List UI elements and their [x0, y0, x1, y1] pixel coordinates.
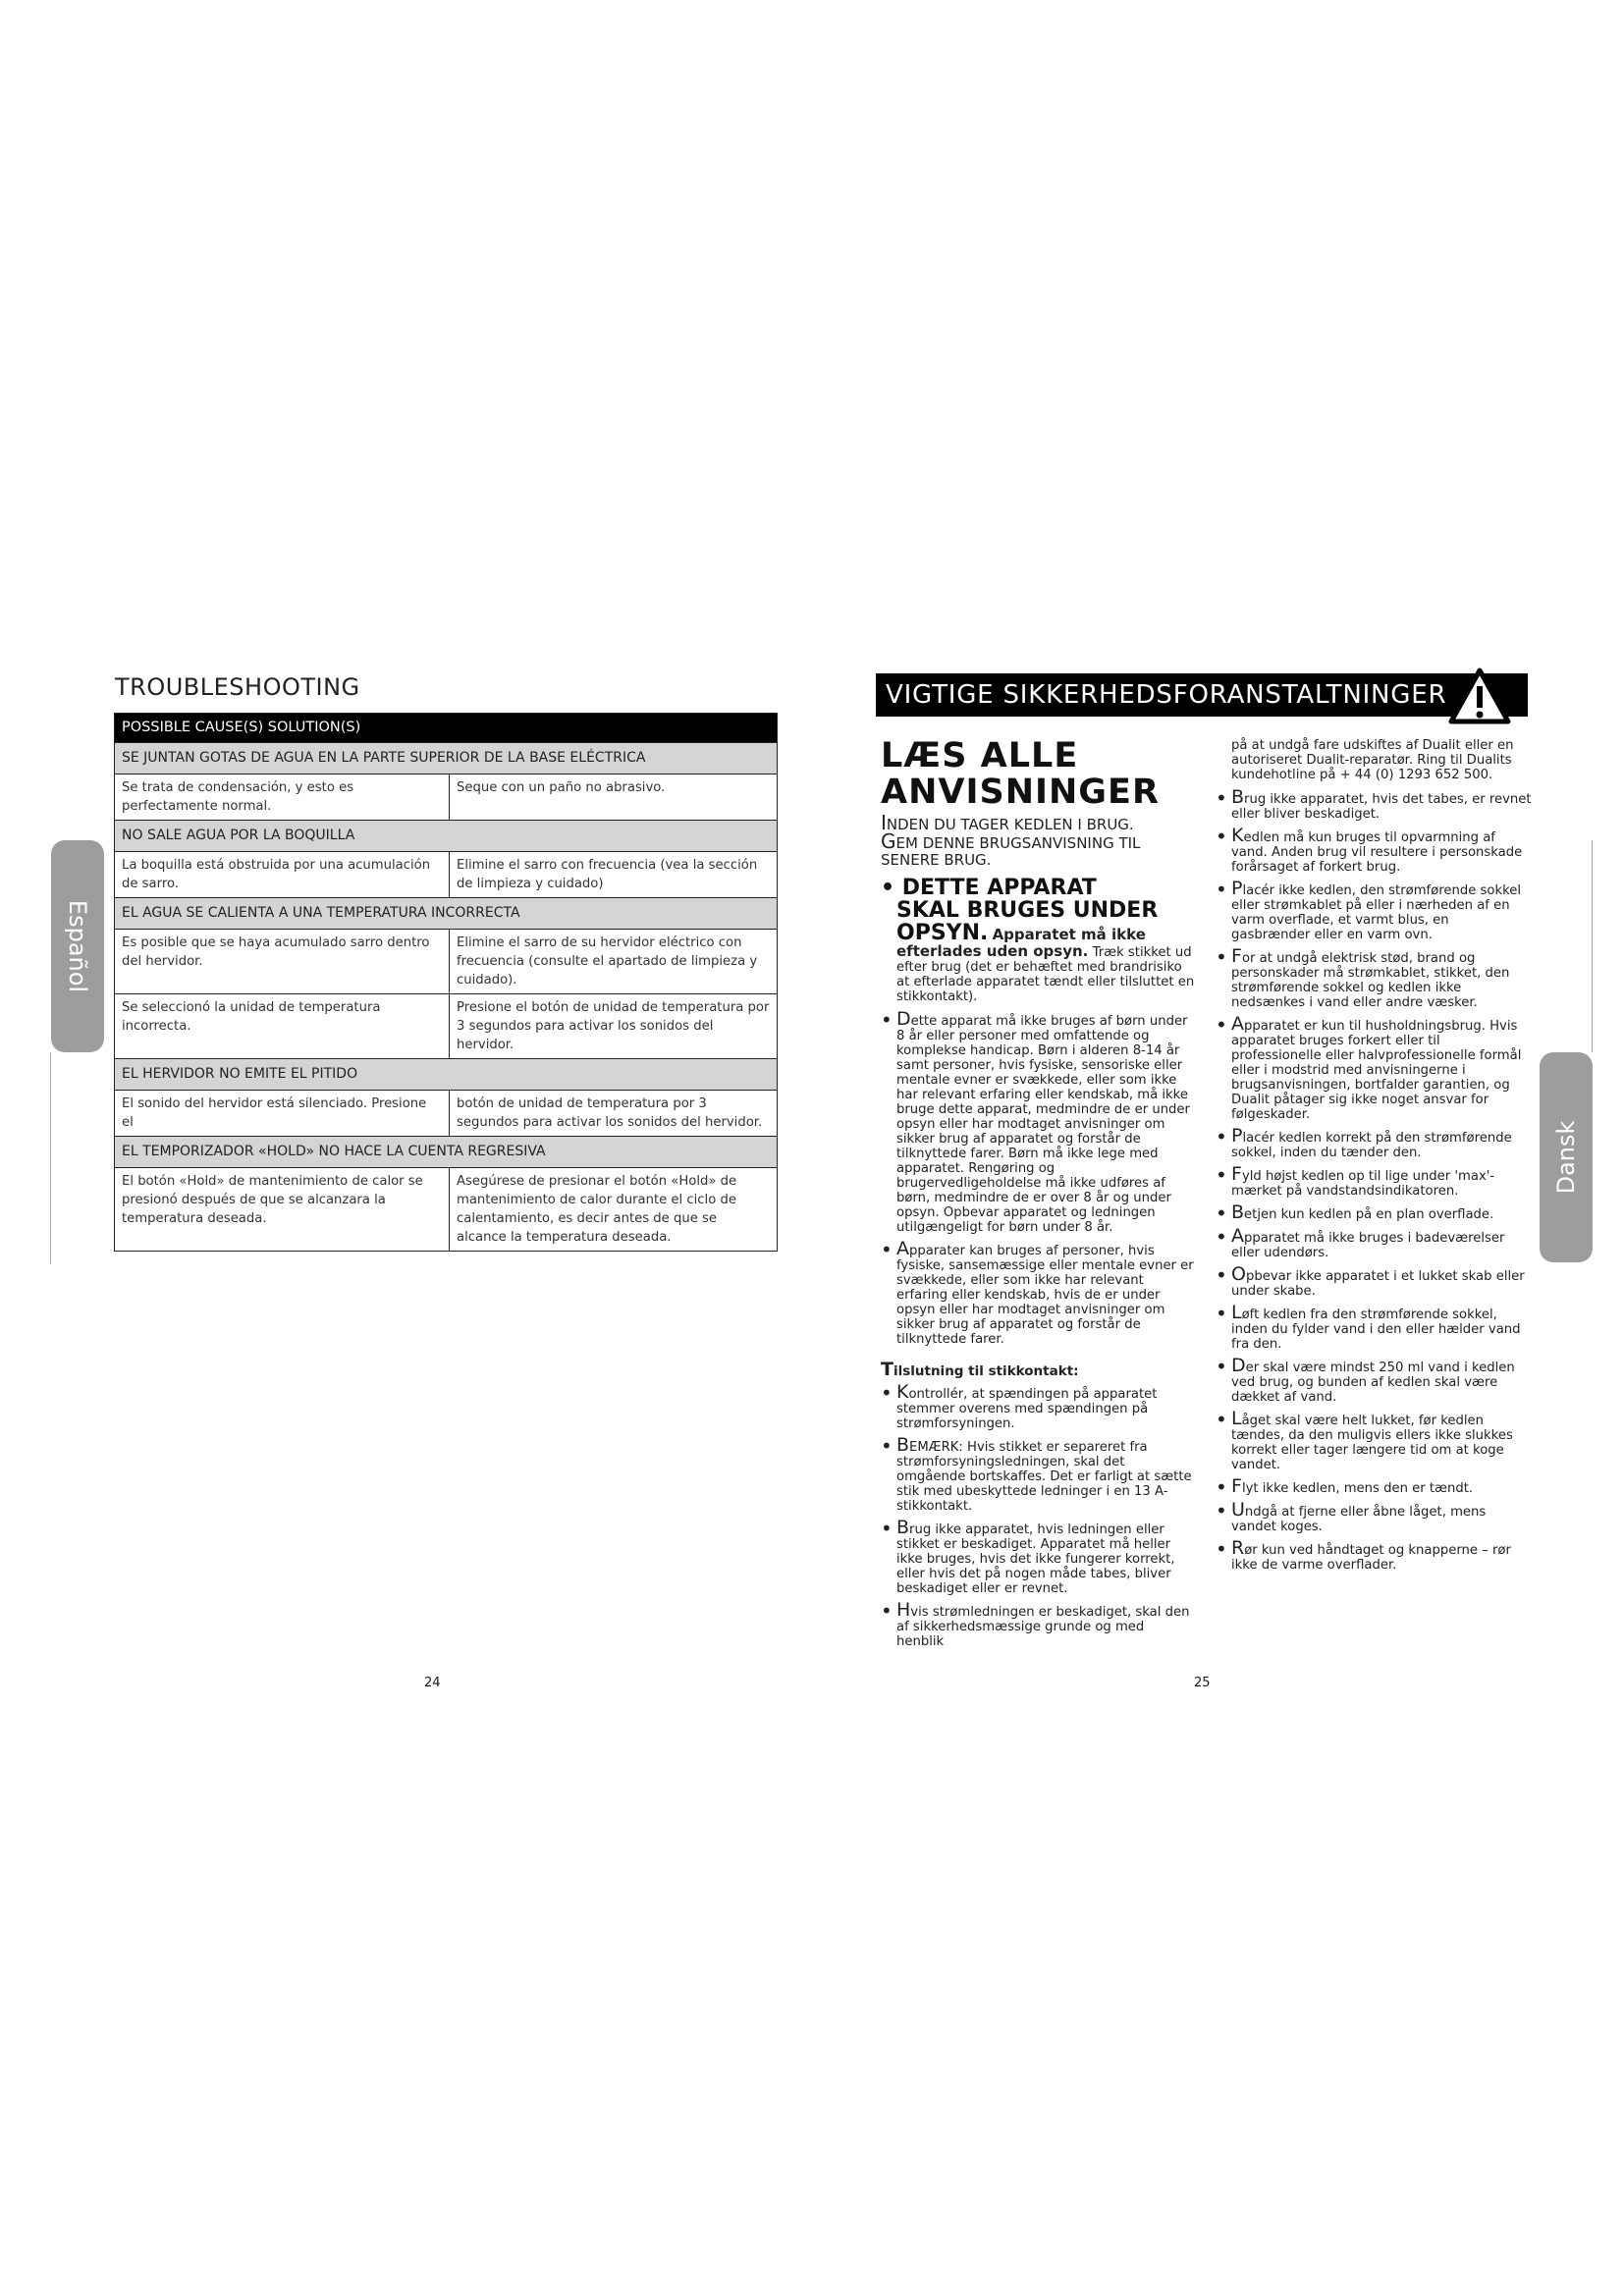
bullet-icon: •: [1216, 1499, 1227, 1522]
connection-heading: Tilslutning til stikkontakt:: [881, 1359, 1079, 1380]
list-item-continuation: på at undgå fare udskiftes af Dualit eller en autoriseret Dualit-reparatør. Ring til Dualits kundehotline på + 44 (0) 1293 652 500.: [1231, 738, 1514, 782]
side-tab-dansk-label: Dansk: [1552, 1120, 1580, 1195]
bullet-icon: •: [1216, 1163, 1227, 1187]
warning-line3: OPSYN.: [896, 921, 989, 945]
list-item: • Låget skal være helt lukket, før kedlen tændes, da den muligvis ellers ikke slukkes korrekt eller tager længere tid om at koge vandet.: [1216, 1408, 1513, 1472]
section-title: EL HERVIDOR NO EMITE EL PITIDO: [115, 1059, 778, 1091]
solution-cell: botón de unidad de temperatura por 3 segundos para activar los sonidos del hervidor.: [450, 1091, 778, 1137]
section-row: [115, 821, 778, 852]
bullet-icon: •: [1216, 878, 1227, 901]
solution-cell: Presione el botón de unidad de temperatura por 3 segundos para activar los sonidos del hervidor.: [450, 994, 778, 1059]
side-tab-dansk: [1540, 1052, 1593, 1262]
list-item: • Apparatet er kun til husholdningsbrug. Hvis apparatet bruges forkert eller til professionelle eller halvprofessionelle formål eller i modstrid med anvisningerne i brugsanvisningen, bortfalder garantien, og Dualit påtager sig ikke noget ansvar for følgeskader.: [1216, 1013, 1522, 1122]
bullet-icon: •: [1216, 1302, 1227, 1325]
safety-column-right: [1216, 738, 1532, 1579]
section-row: [115, 743, 778, 774]
bullet-icon: •: [1216, 1408, 1227, 1431]
list-item: • For at undgå elektrisk stød, brand og personskader må strømkablet, stikket, den strømførende sokkel og kedlen ikke nedsænkes i vand eller andre væsker.: [1216, 945, 1510, 1010]
main-heading-line1: LÆS ALLE: [881, 736, 1079, 775]
cause-cell: Se seleccionó la unidad de temperatura incorrecta.: [115, 994, 450, 1059]
warning-unplug-text: Træk stikket ud efter brug (det er behæftet med brandrisiko at efterlade apparatet tændt eller tilsluttet en stikkontakt).: [896, 945, 1195, 1004]
cause-cell: La boquilla está obstruida por una acumulación de sarro.: [115, 852, 450, 898]
list-item: • Rør kun ved håndtaget og knapperne – rør ikke de varme overflader.: [1216, 1537, 1511, 1573]
section-row: [115, 1059, 778, 1091]
safety-list-usage: [1216, 738, 1532, 1573]
solution-cell: Seque con un paño no abrasivo.: [450, 774, 778, 821]
bullet-icon: •: [881, 1434, 893, 1458]
section-row: [115, 1137, 778, 1168]
list-item: • Løft kedlen fra den strømførende sokkel, inden du fylder vand i den eller hælder vand fra den.: [1216, 1302, 1521, 1352]
warning-line2: SKAL BRUGES UNDER: [896, 898, 1159, 923]
list-item: • Dette apparat må ikke bruges af børn under 8 år eller personer med omfattende og komplekse handicap. Børn i alderen 8-14 år samt personer, hvis fysiske, sensoriske eller mentale evner er svækkede, eller som ikke har relevant erfaring eller kendskab, må ikke bruge dette apparat, medmindre de er under opsyn eller har modtaget anvisninger om sikker brug af apparatet og forstår de tilknyttede farer. Børn må ikke lege med apparatet. Rengøring og brugervedligeholdelse må ikke udføres af børn, medmindre de er over 8 år og under opsyn. Opbevar apparatet og ledningen utilgængeligt for børn under 8 år.: [881, 1008, 1190, 1235]
troubleshooting-table: [114, 713, 778, 1252]
main-heading: [881, 738, 1195, 811]
solution-cell: Elimine el sarro de su hervidor eléctrico con frecuencia (consulte el apartado de limpieza y cuidado).: [450, 930, 778, 994]
list-item: • Apparater kan bruges af personer, hvis fysiske, sansemæssige eller mentale evner er svækkede, eller som ikke har relevant erfaring eller kendskab, hvis de er under opsyn eller har modtaget anvisninger om sikker brug af apparatet og forstår de tilknyttede farer.: [881, 1238, 1194, 1347]
cause-cell: El sonido del hervidor está silenciado. Presione el: [115, 1091, 450, 1137]
table-row: [115, 774, 778, 821]
safety-header-title: VIGTIGE SIKKERHEDSFORANSTALTNINGER: [886, 680, 1447, 710]
table-header: POSSIBLE CAUSE(S) SOLUTION(S): [115, 714, 778, 743]
bullet-icon: •: [1216, 945, 1227, 969]
table-row: [115, 1168, 778, 1252]
list-item: • Betjen kun kedlen på en plan overflade.: [1216, 1201, 1494, 1225]
side-tab-espanol-label: Español: [64, 899, 91, 993]
table-row: [115, 852, 778, 898]
cause-cell: Es posible que se haya acumulado sarro dentro del hervidor.: [115, 930, 450, 994]
safety-list-connection: [881, 1381, 1195, 1649]
section-title: SE JUNTAN GOTAS DE AGUA EN LA PARTE SUPERIOR DE LA BASE ELÉCTRICA: [115, 743, 778, 774]
right-edge-line: [1592, 840, 1593, 1052]
bullet-icon: •: [881, 1008, 893, 1032]
bullet-icon: •: [1216, 1355, 1227, 1378]
solution-cell: Asegúrese de presionar el botón «Hold» de mantenimiento de calor durante el ciclo de calentamiento, es decir antes de que se alcance la temperatura deseada.: [450, 1168, 778, 1252]
list-item: • Kontrollér, at spændingen på apparatet stemmer overens med spændingen på strømforsyningen.: [881, 1381, 1158, 1431]
supervision-warning: • DETTE APPARAT SKAL BRUGES UNDER OPSYN. Apparatet må ikke efterlades uden opsyn. Træk stikket ud efter brug (det er behæftet med brandrisiko at efterlade apparatet tændt eller tilsluttet en stikkontakt).: [881, 876, 1195, 1004]
table-row: [115, 994, 778, 1059]
safety-header-bar: [876, 673, 1528, 717]
list-item: • Brug ikke apparatet, hvis det tabes, er revnet eller bliver beskadiget.: [1216, 786, 1532, 822]
safety-column-left: [881, 738, 1195, 1656]
table-row: [115, 930, 778, 994]
bullet-icon: •: [1216, 786, 1227, 810]
list-item: • Opbevar ikke apparatet i et lukket skab eller under skabe.: [1216, 1263, 1525, 1299]
safety-list-children: [881, 1008, 1195, 1347]
section-title: NO SALE AGUA POR LA BOQUILLA: [115, 821, 778, 852]
section-row: [115, 898, 778, 930]
solution-cell: Elimine el sarro con frecuencia (vea la sección de limpieza y cuidado): [450, 852, 778, 898]
bullet-icon: •: [1216, 825, 1227, 848]
subheading-keep-manual: GEM DENNE BRUGSANVISNING TIL SENERE BRUG.: [881, 829, 1141, 869]
page-number-left: 24: [424, 1676, 441, 1690]
list-item: • Fyld højst kedlen op til lige under 'max'-mærket på vandstandsindikatoren.: [1216, 1163, 1495, 1199]
main-heading-line2: ANVISNINGER: [881, 773, 1160, 812]
bullet-icon: •: [881, 1599, 893, 1623]
list-item: • Der skal være mindst 250 ml vand i kedlen ved brug, og bunden af kedlen skal være dækket af vand.: [1216, 1355, 1515, 1405]
left-edge-line: [50, 1052, 51, 1264]
section-title: EL AGUA SE CALIENTA A UNA TEMPERATURA INCORRECTA: [115, 898, 778, 930]
list-item: • BEMÆRK: Hvis stikket er separeret fra strømforsyningsledningen, skal det omgående bortskaffes. Det er farligt at sætte stik med ubeskyttede ledninger i en 13 A-stikkontakt.: [881, 1434, 1192, 1514]
bullet-icon: •: [1216, 1475, 1227, 1499]
cause-cell: Se trata de condensación, y esto es perfectamente normal.: [115, 774, 450, 821]
warning-line1: DETTE APPARAT: [901, 876, 1097, 900]
section-title: EL TEMPORIZADOR «HOLD» NO HACE LA CUENTA REGRESIVA: [115, 1137, 778, 1168]
warning-unattended: Apparatet må ikke efterlades uden opsyn.: [896, 926, 1146, 960]
list-item: • Placér ikke kedlen, den strømførende sokkel eller strømkablet på eller i nærheden af en varm overflade, et varmt blus, en gasbrænder eller en varm ovn.: [1216, 878, 1522, 942]
bullet-icon: •: [881, 1381, 893, 1405]
cause-cell: El botón «Hold» de mantenimiento de calor se presionó después de que se alcanzara la temperatura deseada.: [115, 1168, 450, 1252]
table-row: [115, 1091, 778, 1137]
bullet-icon: •: [1216, 1263, 1227, 1287]
page-number-right: 25: [1194, 1676, 1211, 1690]
list-item: • Placér kedlen korrekt på den strømførende sokkel, inden du tænder den.: [1216, 1125, 1512, 1160]
list-item: • Flyt ikke kedlen, mens den er tændt.: [1216, 1475, 1474, 1499]
troubleshooting-title: TROUBLESHOOTING: [115, 673, 360, 701]
side-tab-espanol: [51, 840, 104, 1052]
subheading-before-use: INDEN DU TAGER KEDLEN I BRUG.: [881, 811, 1134, 834]
list-item: • Hvis strømledningen er beskadiget, skal den af sikkerhedsmæssige grunde og med henblik: [881, 1599, 1190, 1649]
bullet-icon: •: [1216, 1013, 1227, 1037]
list-item: • Apparatet må ikke bruges i badeværelser eller udendørs.: [1216, 1225, 1505, 1260]
bullet-icon: •: [881, 1238, 893, 1261]
warning-triangle-icon: [1447, 667, 1512, 727]
bullet-icon: •: [1216, 1537, 1227, 1561]
bullet-icon: •: [881, 1517, 893, 1540]
bullet-icon: •: [1216, 1201, 1227, 1225]
bullet-icon: •: [1216, 1225, 1227, 1249]
bullet-icon: •: [1216, 1125, 1227, 1148]
list-item: • Undgå at fjerne eller åbne låget, mens vandet koges.: [1216, 1499, 1487, 1534]
list-item: • Brug ikke apparatet, hvis ledningen eller stikket er beskadiget. Apparatet må heller ikke bruges, hvis det ikke fungerer korrekt, eller hvis det på nogen måde tabes, bliver beskadiget eller er revnet.: [881, 1517, 1175, 1596]
list-item: • Kedlen må kun bruges til opvarmning af vand. Anden brug vil resultere i personskade forårsaget af forkert brug.: [1216, 825, 1523, 875]
